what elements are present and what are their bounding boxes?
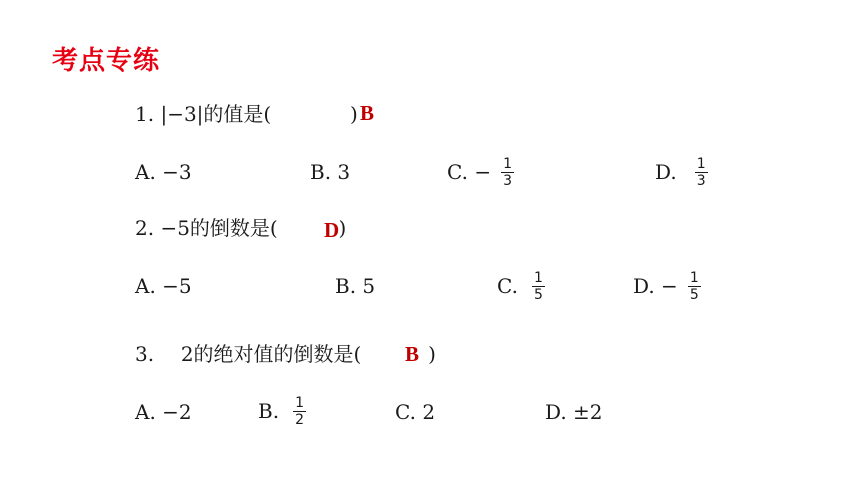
question-1-stem <box>135 98 358 127</box>
fraction: $\frac{1}{3}$ <box>696 155 706 189</box>
question-2-stem <box>135 212 346 241</box>
question-number: 1. <box>135 102 155 126</box>
answer-3: B <box>405 342 420 366</box>
fraction: $\frac{1}{5}$ <box>689 269 699 303</box>
q3-option-c: C. 2 <box>395 400 436 424</box>
q2-option-b: B. 5 <box>335 274 376 298</box>
question-text: |−3|的值是( <box>160 102 272 126</box>
q3-option-b: B. $\frac{1}{2}$ <box>258 394 304 428</box>
q3-option-d: D. ±2 <box>545 400 603 424</box>
question-close-paren: ) <box>349 102 358 126</box>
fraction: $\frac{1}{2}$ <box>295 394 304 428</box>
question-close-paren: ) <box>338 216 347 240</box>
fraction: $\frac{1}{3}$ <box>503 155 512 189</box>
question-number: 2. <box>135 216 155 240</box>
q1-option-a: A. −3 <box>135 160 192 184</box>
answer-2: D <box>324 218 340 242</box>
question-text: −5的倒数是( <box>160 216 278 240</box>
q2-option-a: A. −5 <box>135 274 192 298</box>
question-number: 3. <box>135 342 155 366</box>
q1-option-b: B. 3 <box>310 160 351 184</box>
q3-option-a: A. −2 <box>135 400 192 424</box>
q1-option-c: C. − $\frac{1}{3}$ <box>447 155 512 189</box>
question-3-stem <box>135 338 436 367</box>
question-text: 2的绝对值的倒数是( <box>180 342 362 366</box>
fraction: $\frac{1}{5}$ <box>533 269 543 303</box>
answer-1: B <box>360 101 375 125</box>
q1-option-d: D. $\frac{1}{3}$ <box>655 155 706 189</box>
section-title: 考点专练 <box>52 46 161 76</box>
q2-option-d: D. − $\frac{1}{5}$ <box>633 269 699 303</box>
question-close-paren: ) <box>428 342 436 366</box>
q2-option-c: C. $\frac{1}{5}$ <box>497 269 543 303</box>
